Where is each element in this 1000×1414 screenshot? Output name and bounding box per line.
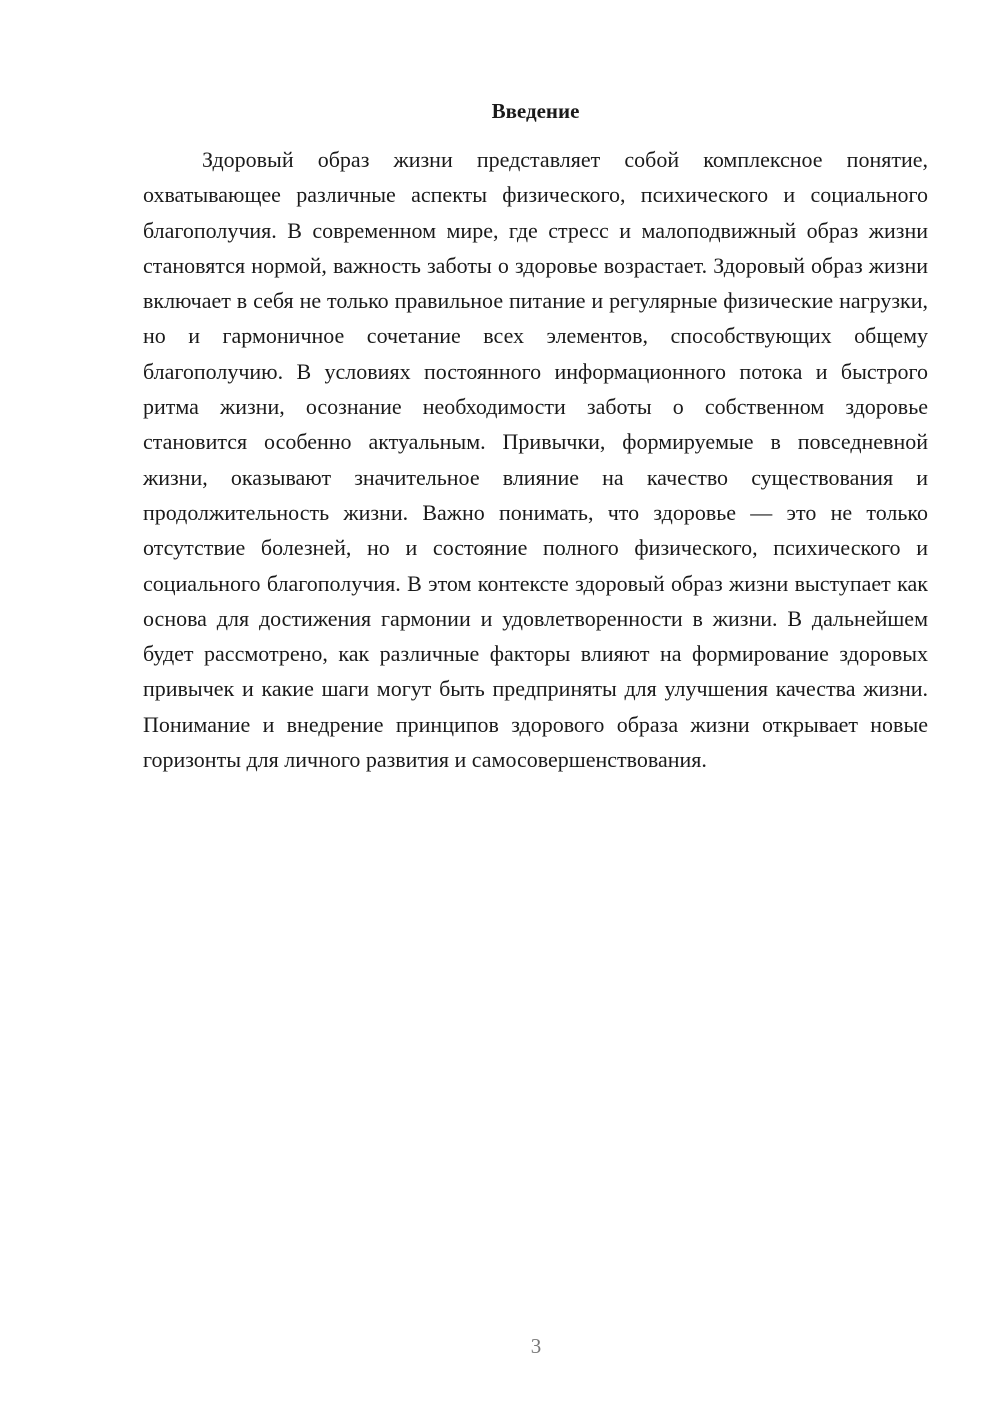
page-number: 3 <box>530 1334 542 1358</box>
section-heading: Введение <box>491 99 580 123</box>
body-paragraph: Здоровый образ жизни представляет собой комплексное понятие, охватывающее различные аспекты физического, психического и социального благополучия. В современном мире, где стресс и малоподвижный образ жизни становятся нормой, важность заботы о здоровье возрастает. Здоровый образ жизни включает в себя не только правильное питание и регулярные физические нагрузки, но и гармоничное сочетание всех элементов, способствующих общему благополучию. В условиях постоянного информационного потока и быстрого ритма жизни, осознание необходимости заботы о собственном здоровье становится особенно актуальным. Привычки, формируемые в повседневной жизни, оказывают значительное влияние на качество существования и продолжительность жизни. Важно понимать, что здоровье — это не только отсутствие болезней, но и состояние полного физического, психического и социального благополучия. В этом контексте здоровый образ жизни выступает как основа для достижения гармонии и удовлетворенности в жизни. В дальнейшем будет рассмотрено, как различные факторы влияют на формирование здоровых привычек и какие шаги могут быть предприняты для улучшения качества жизни. Понимание и внедрение принципов здорового образа жизни открывает новые горизонты для личного развития и самосовершенствования. <box>143 147 928 773</box>
